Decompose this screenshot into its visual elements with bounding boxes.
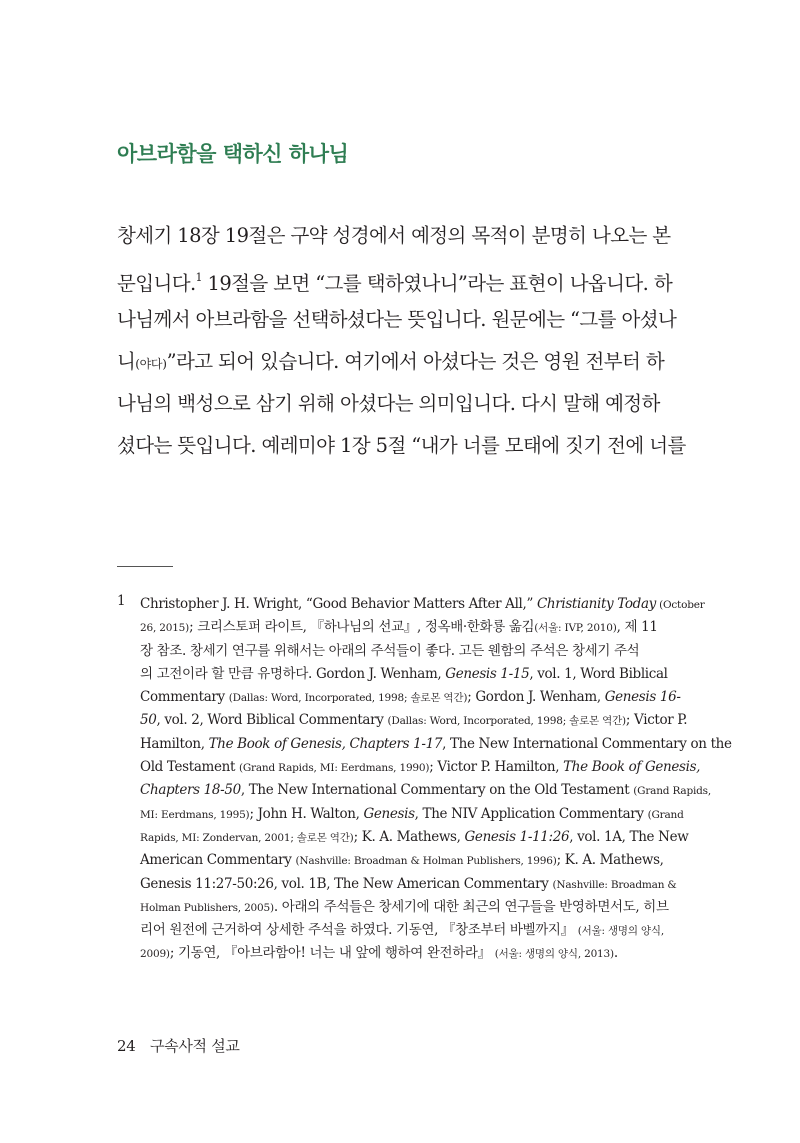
footnote-line: Holman Publishers, 2005). 아래의 주석들은 창세기에 대한 최근의 연구들을 반영하면서도, 히브 xyxy=(140,898,669,915)
body-line: 나님의 백성으로 삼기 위해 아셨다는 의미입니다. 다시 말해 예정하 xyxy=(117,392,660,415)
footnote-text xyxy=(140,593,732,966)
footnote-line: Commentary (Dallas: Word, Incorporated, 1998; 솔로몬 역간); Gordon J. Wenham, Genesis 16- xyxy=(140,689,681,706)
footnote-line: 26, 2015); 크리스토퍼 라이트, 『하나님의 선교』, 정옥배·한화룡 옮김(서울: IVP, 2010), 제 11 xyxy=(140,619,658,636)
footnote-line: 2009); 기동연, 『아브라함아! 너는 내 앞에 행하여 완전하라』 (서울: 생명의 양식, 2013). xyxy=(140,945,618,962)
body-line: 나님께서 아브라함을 선택하셨다는 뜻입니다. 원문에는 “그를 아셨나 xyxy=(117,308,677,331)
body-text: 니 xyxy=(117,350,136,373)
footnote-line: 50, vol. 2, Word Biblical Commentary (Dallas: Word, Incorporated, 1998; 솔로몬 역간); Victor P. xyxy=(140,712,688,729)
page-number: 24 xyxy=(117,1037,136,1055)
footnote-line: 리어 원전에 근거하여 상세한 주석을 하였다. 기동연, 『창조부터 바벨까지』 (서울: 생명의 양식, xyxy=(140,922,664,939)
page-footer xyxy=(117,1035,240,1056)
body-line xyxy=(117,257,697,299)
footnote-line: Rapids, MI: Zondervan, 2001; 솔로몬 역간); K. A. Mathews, Genesis 1-11:26, vol. 1A, The New xyxy=(140,828,689,845)
body-paragraph xyxy=(117,215,697,467)
footnote-line: Chapters 18-50, The New International Commentary on the Old Testament (Grand Rapids, xyxy=(140,782,712,799)
footnote-line: Christopher J. H. Wright, “Good Behavior Matters After All,” Christianity Today (October xyxy=(140,596,705,612)
body-line: 셨다는 뜻입니다. 예레미야 1장 5절 “내가 너를 모태에 짓기 전에 너를 xyxy=(117,434,686,457)
footnote-line: MI: Eerdmans, 1995); John H. Walton, Genesis, The NIV Application Commentary (Grand xyxy=(140,805,684,822)
footnote-line: Genesis 11:27-50:26, vol. 1B, The New American Commentary (Nashville: Broadman & xyxy=(140,875,677,892)
book-title: 구속사적 설교 xyxy=(149,1037,240,1055)
footnote-line: 장 참조. 창세기 연구를 위해서는 아래의 주석들이 좋다. 고든 웬함의 주석은 창세기 주석 xyxy=(140,642,640,659)
footnote-number: 1 xyxy=(117,593,126,609)
footnote-line: Old Testament (Grand Rapids, MI: Eerdmans, 1990); Victor P. Hamilton, The Book of Genesis, xyxy=(140,759,701,776)
transliteration: (야다) xyxy=(135,357,167,371)
footnote-line: 의 고전이라 할 만큼 유명하다. Gordon J. Wenham, Genesis 1-15, vol. 1, Word Biblical xyxy=(140,665,668,682)
body-text: 문입니다. xyxy=(117,272,196,295)
footnote-marker[interactable]: 1 xyxy=(195,271,202,284)
body-text: ”라고 되어 있습니다. 여기에서 아셨다는 것은 영원 전부터 하 xyxy=(166,350,665,373)
section-heading: 아브라함을 택하신 하나님 xyxy=(117,142,349,166)
body-text: 19절을 보면 “그를 택하였나니”라는 표현이 나옵니다. 하 xyxy=(201,272,673,295)
body-line: 창세기 18장 19절은 구약 성경에서 예정의 목적이 분명히 나오는 본 xyxy=(117,224,671,247)
footnote-divider xyxy=(117,566,173,567)
body-line xyxy=(117,341,697,383)
footnote-line: American Commentary (Nashville: Broadman & Holman Publishers, 1996); K. A. Mathews, xyxy=(140,852,664,869)
footnote-line: Hamilton, The Book of Genesis, Chapters 1-17, The New International Commentary on the xyxy=(140,735,732,752)
